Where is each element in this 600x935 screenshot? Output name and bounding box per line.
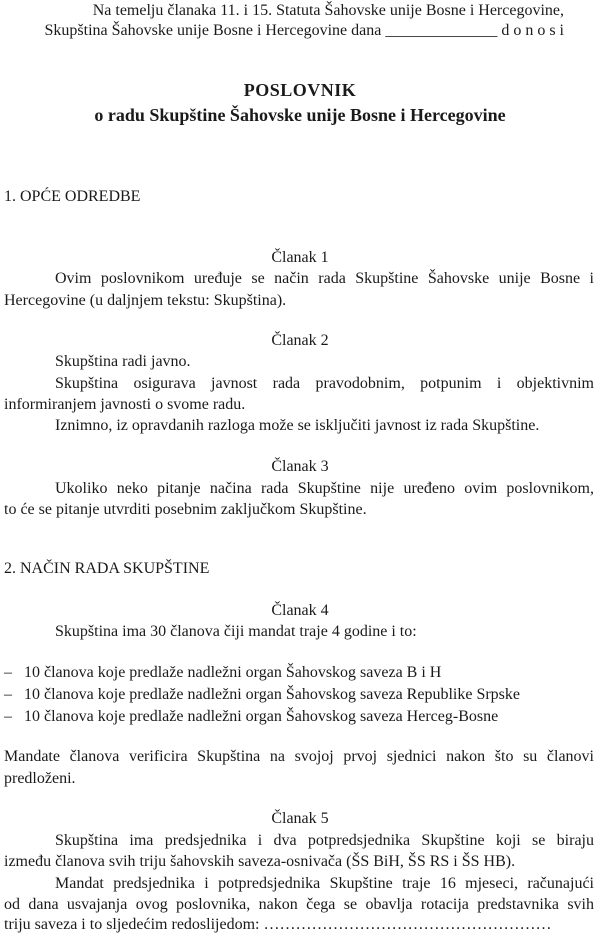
list-item-text: 10 članova koje predlaže nadležni organ Šahovskog saveza Republike Srpske	[24, 686, 520, 703]
article-2-line-4: Iznimno, iz opravdanih razloga može se isključiti javnost iz rada Skupštine.	[55, 417, 540, 434]
article-2-line-3: informiranjem javnosti o svome radu.	[4, 396, 246, 413]
article-2-line-2: Skupština osigurava javnost rada pravodobnim, potpunim i objektivnim	[55, 375, 594, 392]
article-3-heading: Članak 3	[271, 458, 329, 475]
article-4-mandate-line-2: predloženi.	[4, 770, 76, 787]
bullet-dash: –	[4, 664, 12, 681]
article-4-line-1: Skupština ima 30 članova čiji mandat traje 4 godine i to:	[55, 623, 417, 640]
intro-line-2: Skupština Šahovske unije Bosne i Hercegovine dana ______________ d o n o s i	[44, 22, 564, 39]
article-5-line-5: triju saveza i to sljedećim redoslijedom: ………………………………………………	[4, 916, 552, 933]
article-3-line-1: Ukoliko neko pitanje načina rada Skupštine nije uređeno ovim poslovnikom,	[55, 480, 594, 497]
article-3-line-2: to će se pitanje utvrditi posebnim zaključkom Skupštine.	[4, 501, 367, 518]
article-5-line-3: Mandat predsjednika i potpredsjednika Skupštine traje 16 mjeseci, računajući	[55, 875, 594, 892]
list-item	[4, 662, 441, 683]
article-5-line-1: Skupština ima predsjednika i dva potpredsjednika Skupštine koji se biraju	[55, 832, 594, 849]
article-4-mandate-line-1: Mandate članova verificira Skupština na svojoj prvoj sjednici nakon što su članovi	[4, 748, 594, 765]
list-item	[4, 684, 520, 705]
article-5-heading: Članak 5	[271, 810, 329, 827]
list-item-text: 10 članova koje predlaže nadležni organ Šahovskog saveza Herceg-Bosne	[24, 708, 499, 725]
section-heading-1: 1. OPĆE ODREDBE	[4, 188, 141, 205]
article-5-line-4: od dana usvajanja ovog poslovnika, nakon čega se obavlja rotacija predstavnika svih	[4, 896, 594, 913]
article-5-line-2: između članova svih triju šahovskih saveza-osnivača (ŠS BiH, ŠS RS i ŠS HB).	[4, 853, 516, 870]
intro-line-1: Na temelju članaka 11. i 15. Statuta Šahovske unije Bosne i Hercegovine,	[92, 2, 564, 19]
article-1-line-2: Hercegovine (u daljnjem tekstu: Skupština).	[4, 292, 287, 309]
article-2-line-1: Skupština radi javno.	[55, 353, 191, 370]
section-heading-2: 2. NAČIN RADA SKUPŠTINE	[4, 560, 210, 577]
bullet-dash: –	[4, 708, 12, 725]
document-title: POSLOVNIK	[243, 80, 357, 100]
list-item-text: 10 članova koje predlaže nadležni organ Šahovskog saveza B i H	[24, 664, 442, 681]
article-2-heading: Članak 2	[271, 332, 329, 349]
article-1-heading: Članak 1	[271, 249, 329, 266]
list-item	[4, 706, 498, 727]
bullet-dash: –	[4, 686, 12, 703]
article-1-line-1: Ovim poslovnikom uređuje se način rada Skupštine Šahovske unije Bosne i	[55, 270, 594, 287]
document-subtitle: o radu Skupštine Šahovske unije Bosne i Hercegovine	[94, 105, 506, 125]
article-4-heading: Članak 4	[271, 602, 329, 619]
